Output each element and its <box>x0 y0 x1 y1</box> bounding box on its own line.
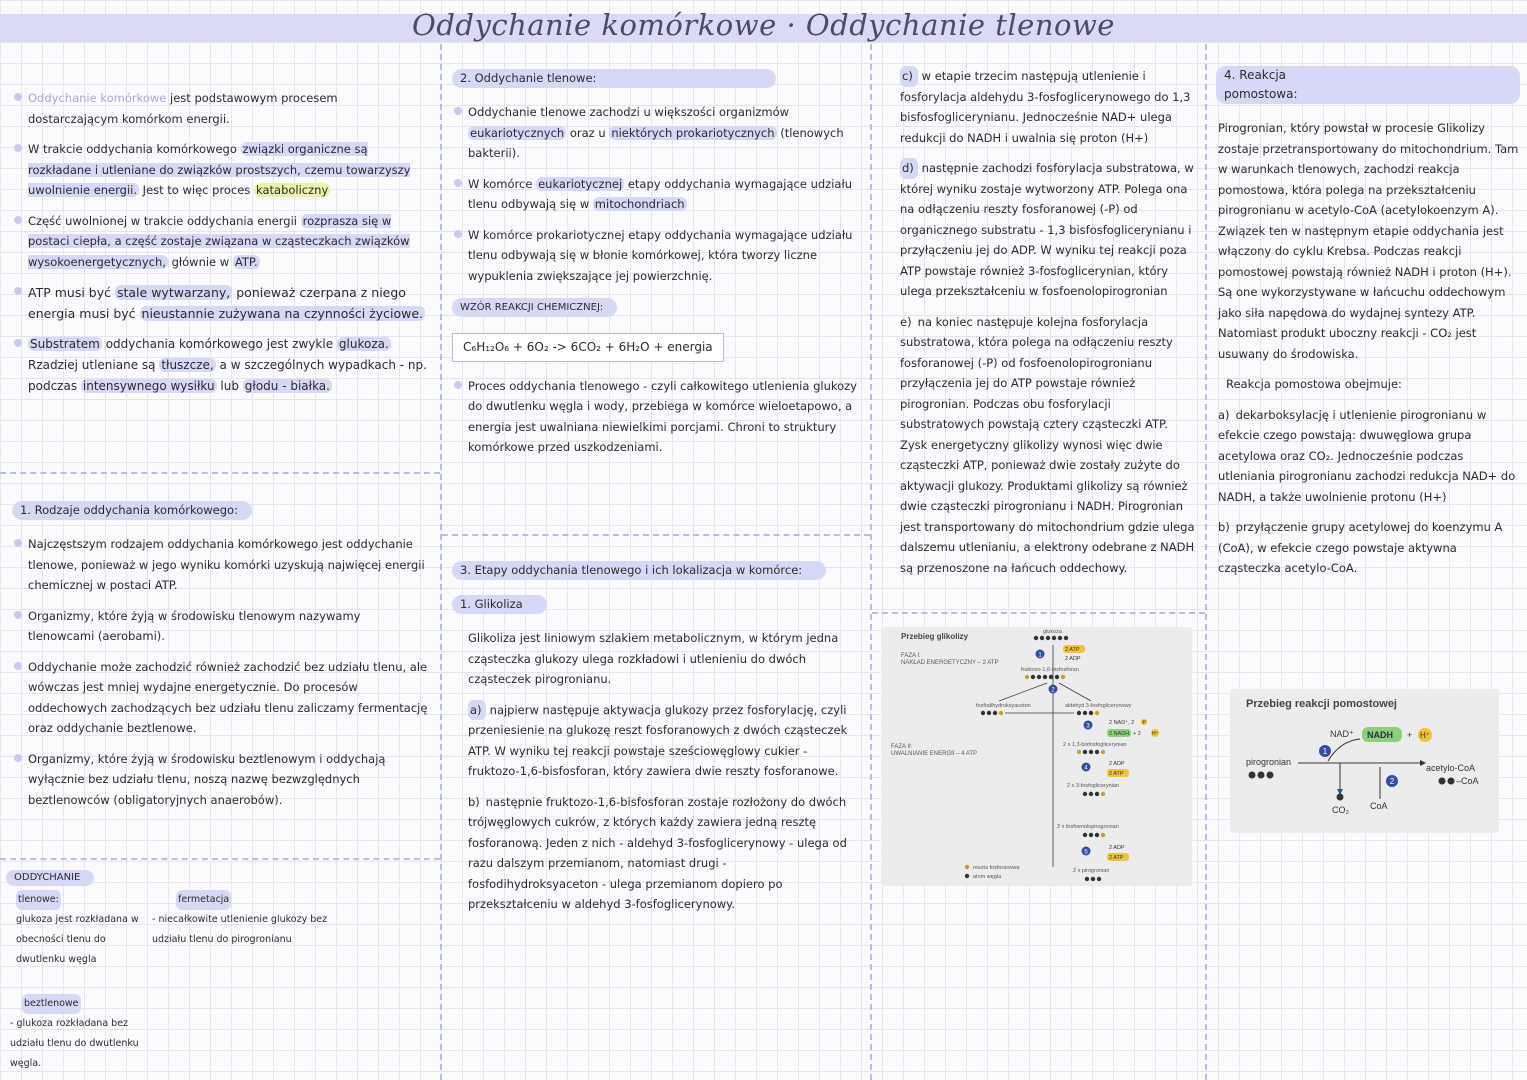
step-b <box>452 792 860 915</box>
step-number: 1 <box>1038 652 1042 659</box>
label-g3p: aldehyd 3-fosfoglicerynowy <box>1065 703 1132 709</box>
bridge-reaction-figure <box>1230 689 1499 833</box>
text: etapy oddychania wymagające udziału tlenu odbywają się w <box>468 176 853 211</box>
phase-1-desc: NAKŁAD ENERGETYCZNY – 2 ATP <box>901 660 999 666</box>
text: Jest to więc proces <box>142 183 251 197</box>
step-letter: c) <box>900 66 918 87</box>
label-plus: + <box>1407 730 1413 740</box>
co2-molecule <box>1337 794 1344 801</box>
step-number: 1 <box>1322 747 1328 756</box>
text: a w szczególnych wypadkach - np. podczas <box>28 358 427 393</box>
summary-fermentation <box>152 890 342 950</box>
step-c <box>884 66 1196 148</box>
label-h: H⁺ <box>1420 731 1430 740</box>
section-heading: 1. Rodzaje oddychania komórkowego: <box>12 501 252 520</box>
step-a <box>1216 405 1520 508</box>
legend-carbon <box>965 874 969 878</box>
step-letter: e) <box>900 314 912 329</box>
label-pyruvate: 2 x pirogronian <box>1073 868 1110 874</box>
label-bpg: 2 x 1,3-bisfosfoglicerynian <box>1063 742 1127 748</box>
text: Oddychanie tlenowe zachodzi u większości organizmów <box>468 105 790 119</box>
paragraph-stages: Proces oddychania tlenowego - czyli całkowitego utlenienia glukozy do dwutlenku węgla i wody, przebiega w komórce wieloetapowo, a energia jest uwalniana niewielkimi porcjami. Chroni to struktury komórkowe przed uszkodzeniami. <box>452 376 860 458</box>
column-2-section-3 <box>452 560 860 925</box>
label-nad: 2 NAD⁺, 2 <box>1109 720 1135 726</box>
text: jest podstawowym procesem dostarczającym komórkom energii. <box>28 91 338 126</box>
highlight: głodu - białka. <box>244 379 330 393</box>
paragraph-anaerobic: Oddychanie może zachodzić również zachodzić bez udziału tlenu, ale wówczas jest mniej wydajne energetycznie. Do procesów oddechowych zachodzących bez udziału tlenu zaliczamy fermentację oraz oddychanie beztlenowe. <box>12 657 430 739</box>
step-number: 4 <box>1084 765 1088 772</box>
column-1-section-1 <box>12 500 430 820</box>
glycolysis-figure <box>881 627 1192 886</box>
label: beztlenowe <box>22 994 81 1014</box>
paragraph-aerobes: Organizmy, które żyją w środowisku tlenowym nazywamy tlenowcami (aerobami). <box>12 606 430 647</box>
paragraph-bridge: Pirogronian, który powstał w procesie Glikolizy zostaje przetransportowany do mitochondrium. Tam w warunkach tlenowych, zachodzi reakcja pomostowa, która polega na przekształceniu pirogronianu w acetylo-CoA (acetylokoenzym A). Związek ten w następnym etapie oddychania jest włączony do cyklu Krebsa. Podczas reakcji pomostowej powstają również NADH i proton (H+). Są one wykorzystywane w łańcuchu oddechowym jako siła napędowa do wydajnej syntezy ATP. Natomiast produkt uboczny reakcji - CO₂ jest usuwany do środowiska. <box>1218 121 1519 361</box>
text: ponieważ czerpana z niego energia musi być <box>28 285 406 321</box>
section-divider <box>0 472 440 474</box>
phase-2-label: FAZA II: <box>891 744 913 750</box>
column-divider <box>440 44 442 1080</box>
label-coa-suffix: –CoA <box>1456 776 1479 786</box>
label-plus-2: + 2 <box>1133 731 1141 737</box>
legend-carbon-label: atom węgla <box>973 874 1002 880</box>
legend-phosphate <box>965 865 969 869</box>
column-1 <box>12 88 430 407</box>
highlight: mitochondriach <box>594 197 685 211</box>
paragraph-glycolysis: Glikoliza jest liniowym szlakiem metabolicznym, w którym jedna cząsteczka glukozy ulega rozkładowi i utlenieniu do dwóch cząsteczek pirogronianu. <box>468 631 839 686</box>
label-nadh: NADH <box>1367 730 1393 740</box>
column-2 <box>452 68 860 468</box>
text: przyłączenie grupy acetylowej do koenzymu A (CoA), w efekcie czego powstaje aktywna cząsteczka acetylo-CoA. <box>1218 520 1503 575</box>
step-letter: b) <box>468 794 480 809</box>
page-title: Oddychanie komórkowe · Oddychanie tlenowe <box>412 8 1115 42</box>
summary-heading: ODDYCHANIE <box>6 870 94 886</box>
fructose-molecule <box>1025 675 1065 679</box>
label-glucose: glukoza <box>1043 629 1062 635</box>
column-divider <box>870 44 872 1080</box>
paragraph-where <box>452 102 860 164</box>
label-atp: 2 ATP <box>1065 647 1080 653</box>
section-heading: 4. Reakcja pomostowa: <box>1216 66 1520 104</box>
label-adp: 2 ADP <box>1109 845 1125 851</box>
summary-anaerobic <box>10 994 150 1074</box>
column-3 <box>884 66 1196 588</box>
highlight: eukariotycznej <box>538 176 623 191</box>
label: tlenowe: <box>16 890 61 910</box>
paragraph-prokaryotic: W komórce prokariotycznej etapy oddychania wymagające udziału tlenu odbywają się w błonie komórkowej, która tworzy liczne wypuklenia zwiększające jej powierzchnię. <box>452 225 860 287</box>
step-e <box>884 312 1196 579</box>
highlight: glukoza. <box>338 337 389 351</box>
step-number: 2 <box>1051 687 1055 694</box>
label-nad: NAD⁺ <box>1330 729 1354 739</box>
highlight: stale wytwarzany, <box>116 285 231 300</box>
legend-phosphate-label: reszta fosforanowa <box>973 865 1020 871</box>
highlight: tłuszcze, <box>161 358 214 372</box>
text: - niecałkowite utlenienie glukozy bez udziału tlenu do pirogronianu <box>152 914 328 945</box>
label-atp: 2 ATP <box>1109 771 1124 777</box>
step-letter: a) <box>1218 407 1230 422</box>
split-arrow <box>999 683 1047 701</box>
term: Oddychanie komórkowe <box>28 91 167 105</box>
highlight: niektórych prokariotycznych <box>611 125 775 140</box>
acetyl-coa-molecule <box>1439 778 1455 785</box>
section-divider <box>872 612 1205 614</box>
label-h: H⁺ <box>1152 731 1159 737</box>
text: - glukoza rozkładana bez udziału tlenu do dwutlenku węgla. <box>10 1018 139 1069</box>
dhap-molecule <box>981 711 1003 715</box>
label-dhap: fosfodihydroksyaceton <box>976 703 1031 709</box>
step-letter: d) <box>900 158 918 179</box>
text: ATP musi być <box>28 285 111 300</box>
paragraph-includes: Reakcja pomostowa obejmuje: <box>1226 377 1402 391</box>
label-nadh: 2 NADH <box>1109 731 1130 737</box>
highlight-yellow: kataboliczny <box>256 183 329 197</box>
highlight: eukariotycznych <box>470 125 565 140</box>
label-coa: CoA <box>1370 801 1388 811</box>
label-p: P <box>1142 720 1146 726</box>
step-letter: a) <box>468 700 486 721</box>
highlight: intensywnego wysiłku <box>82 379 215 393</box>
3pg-molecule <box>1083 792 1105 796</box>
pyruvate-molecule <box>1249 772 1274 779</box>
pep-molecule <box>1083 833 1105 837</box>
highlight: związki organiczne są rozkładane i utleniane do związków prostszych, czemu towarzyszy uwolnienie energii. <box>28 142 411 197</box>
pyruvate-molecule <box>1085 877 1101 881</box>
column-divider <box>1205 44 1207 1080</box>
text: dekarboksylację i utlenienie pirogronianu w efekcie czego powstają: dwuwęglowa grupa acetylowa oraz CO₂. Jednocześnie podczas utleniania pirogronianu zachodzi redukcja NAD+ do NADH, a także uwolnienie protonu (H+) <box>1218 407 1516 504</box>
paragraph-eukaryotic <box>452 174 860 215</box>
glycolysis-diagram <box>881 627 1192 886</box>
label-pep: 2 x fosfoenolopirogronian <box>1057 824 1119 830</box>
text: następnie zachodzi fosforylacja substratowa, w której wyniku zostaje wytworzony ATP. Polega ona na odłączeniu reszty fosforanowej (-P) od organicznego substratu - 1,3 bisfosfoglicerynianu i przyłączeniu jej do ADP. W wyniku tej reakcji poza ATP powstaje również 3-fosfoglicerynian, który ulega przekształceniu w fosfoenolopirogronian <box>900 161 1194 298</box>
step-a <box>452 700 860 782</box>
column-4 <box>1216 66 1520 589</box>
phase-2-desc: UWALNIANIE ENERGII – 4 ATP <box>891 751 978 757</box>
text: na koniec następuje kolejna fosforylacja substratowa, która polega na odłączeniu reszty fosforanowej (-P) od fosfoenolopirogronianu przyłączenia jej do ATP powstaje również pirogronian. Podczas obu fosforylacji substratowych powstają cztery cząsteczki ATP. Zysk energetyczny glikolizy wynosi więc dwie cząsteczki ATP, ponieważ dwie zostały zużyte do aktywacji glukozy. Produktami glikolizy są również dwie cząsteczki pirogronianu i NADH. Pirogronian jest transportowany do mitochondrium gdzie ulega dalszemu utlenianiu, a elektrony odebrane z NADH są przenoszone na łańcuch oddechowy. <box>900 314 1195 575</box>
label-co2: CO₂ <box>1332 805 1349 815</box>
g3p-molecule <box>1077 711 1099 715</box>
highlight: Substratem <box>30 337 100 351</box>
bpg-molecule <box>1077 750 1105 754</box>
highlight: rozprasza się w postaci ciepła, a część zostaje związana w cząsteczkach związków wysokoenergetycznych, <box>28 213 410 269</box>
subsection-heading: 1. Glikoliza <box>452 595 547 614</box>
paragraph-process <box>12 139 430 201</box>
label-fructose: fruktozo-1,6-bisfosforan <box>1021 667 1079 673</box>
paragraph-substrate <box>12 334 430 397</box>
label: fermetacja <box>176 890 231 910</box>
highlight: ATP. <box>234 254 258 269</box>
label-adp: 2 ADP <box>1109 761 1125 767</box>
label-adp: 2 ADP <box>1065 656 1081 662</box>
label-3pg: 2 x 3-fosfoglicerynian <box>1067 783 1119 789</box>
highlight: nieustannie zużywana na czynności życiowe. <box>141 306 424 321</box>
figure-title: Przebieg glikolizy <box>901 632 969 641</box>
step-d <box>884 158 1196 302</box>
text: lub <box>220 379 239 393</box>
step-number: 3 <box>1086 723 1090 730</box>
step-number: 5 <box>1084 849 1088 856</box>
summary-aerobic <box>16 890 151 970</box>
odd-summary <box>6 868 436 1069</box>
phase-1-label: FAZA I: <box>901 653 921 659</box>
text: Rzadziej utleniane są <box>28 358 156 372</box>
text: oddychania komórkowego jest zwykle <box>105 337 334 351</box>
label-pyruvate: pirogronian <box>1246 757 1292 767</box>
section-heading: 2. Oddychanie tlenowe: <box>452 69 776 88</box>
paragraph-atp <box>12 282 430 324</box>
label-atp: 2 ATP <box>1109 855 1124 861</box>
text: Część uwolnionej w trakcie oddychania energii <box>28 213 297 228</box>
figure-title: Przebieg reakcji pomostowej <box>1246 698 1397 710</box>
step-b <box>1216 517 1520 579</box>
chemical-formula: C₆H₁₂O₆ + 6O₂ -> 6CO₂ + 6H₂O + energia <box>452 333 724 362</box>
text: W trakcie oddychania komórkowego <box>28 142 237 156</box>
paragraph-intro <box>12 88 430 129</box>
text: w etapie trzecim następują utlenienie i fosforylacja aldehydu 3-fosfoglicerynowego do 1,3 bisfosfoglicerynianu. Jednocześnie NAD+ ulega redukcji do NADH i uwalnia się proton (H+) <box>900 69 1191 145</box>
nad-arrow <box>1328 739 1360 761</box>
text: głównie w <box>171 254 230 269</box>
text: najpierw następuje aktywacja glukozy przez fosforylację, czyli przeniesienie na glukozę reszt fosforanowych z dwóch cząsteczek ATP. W wyniku tej reakcji powstaje sześciowęglowy cukier - fruktozo-1,6-bisfosforan, który zawiera dwie reszty fosforanowe. <box>468 702 848 778</box>
text: glukoza jest rozkładana w obecności tlenu do dwutlenku węgla <box>16 914 139 965</box>
text: oraz u <box>569 125 606 140</box>
section-divider <box>0 858 440 860</box>
paragraph-energy <box>12 211 430 273</box>
text: W komórce <box>468 176 533 191</box>
paragraph-obligate: Organizmy, które żyją w środowisku beztlenowym i oddychają wyłącznie bez udziału tlenu, noszą nazwę bezwzględnych beztlenowców (obligatoryjnych anaerobów). <box>12 749 430 811</box>
paragraph-types: Najczęstszym rodzajem oddychania komórkowego jest oddychanie tlenowe, ponieważ w jego wyniku komórki uzyskują najwięcej energii chemicznej w postaci ATP. <box>12 534 430 596</box>
split-arrow <box>1059 683 1091 701</box>
bridge-reaction-diagram <box>1230 689 1499 833</box>
label-acetyl-coa: acetylo-CoA <box>1426 763 1476 773</box>
section-heading: 3. Etapy oddychania tlenowego i ich lokalizacja w komórce: <box>452 561 826 580</box>
text: następnie fruktozo-1,6-bisfosforan zostaje rozłożony do dwóch trójwęglowych cukrów, z których każdy zawiera jedną resztę fosforanową. Jeden z nich - aldehyd 3-fosfoglicerynowy - ulega od razu dalszym przemianom, natomiast drugi - fosfodihydroksyaceton - ulega przemianom dopiero po przekształceniu w aldehyd 3-fosfoglicerynowy. <box>468 794 847 911</box>
formula-heading: WZÓR REAKCJI CHEMICZNEJ: <box>452 298 617 317</box>
step-number: 2 <box>1389 777 1395 786</box>
glucose-molecule <box>1034 636 1068 640</box>
section-divider <box>442 534 870 536</box>
text: (tlenowych bakterii). <box>468 125 844 160</box>
step-letter: b) <box>1218 520 1230 534</box>
